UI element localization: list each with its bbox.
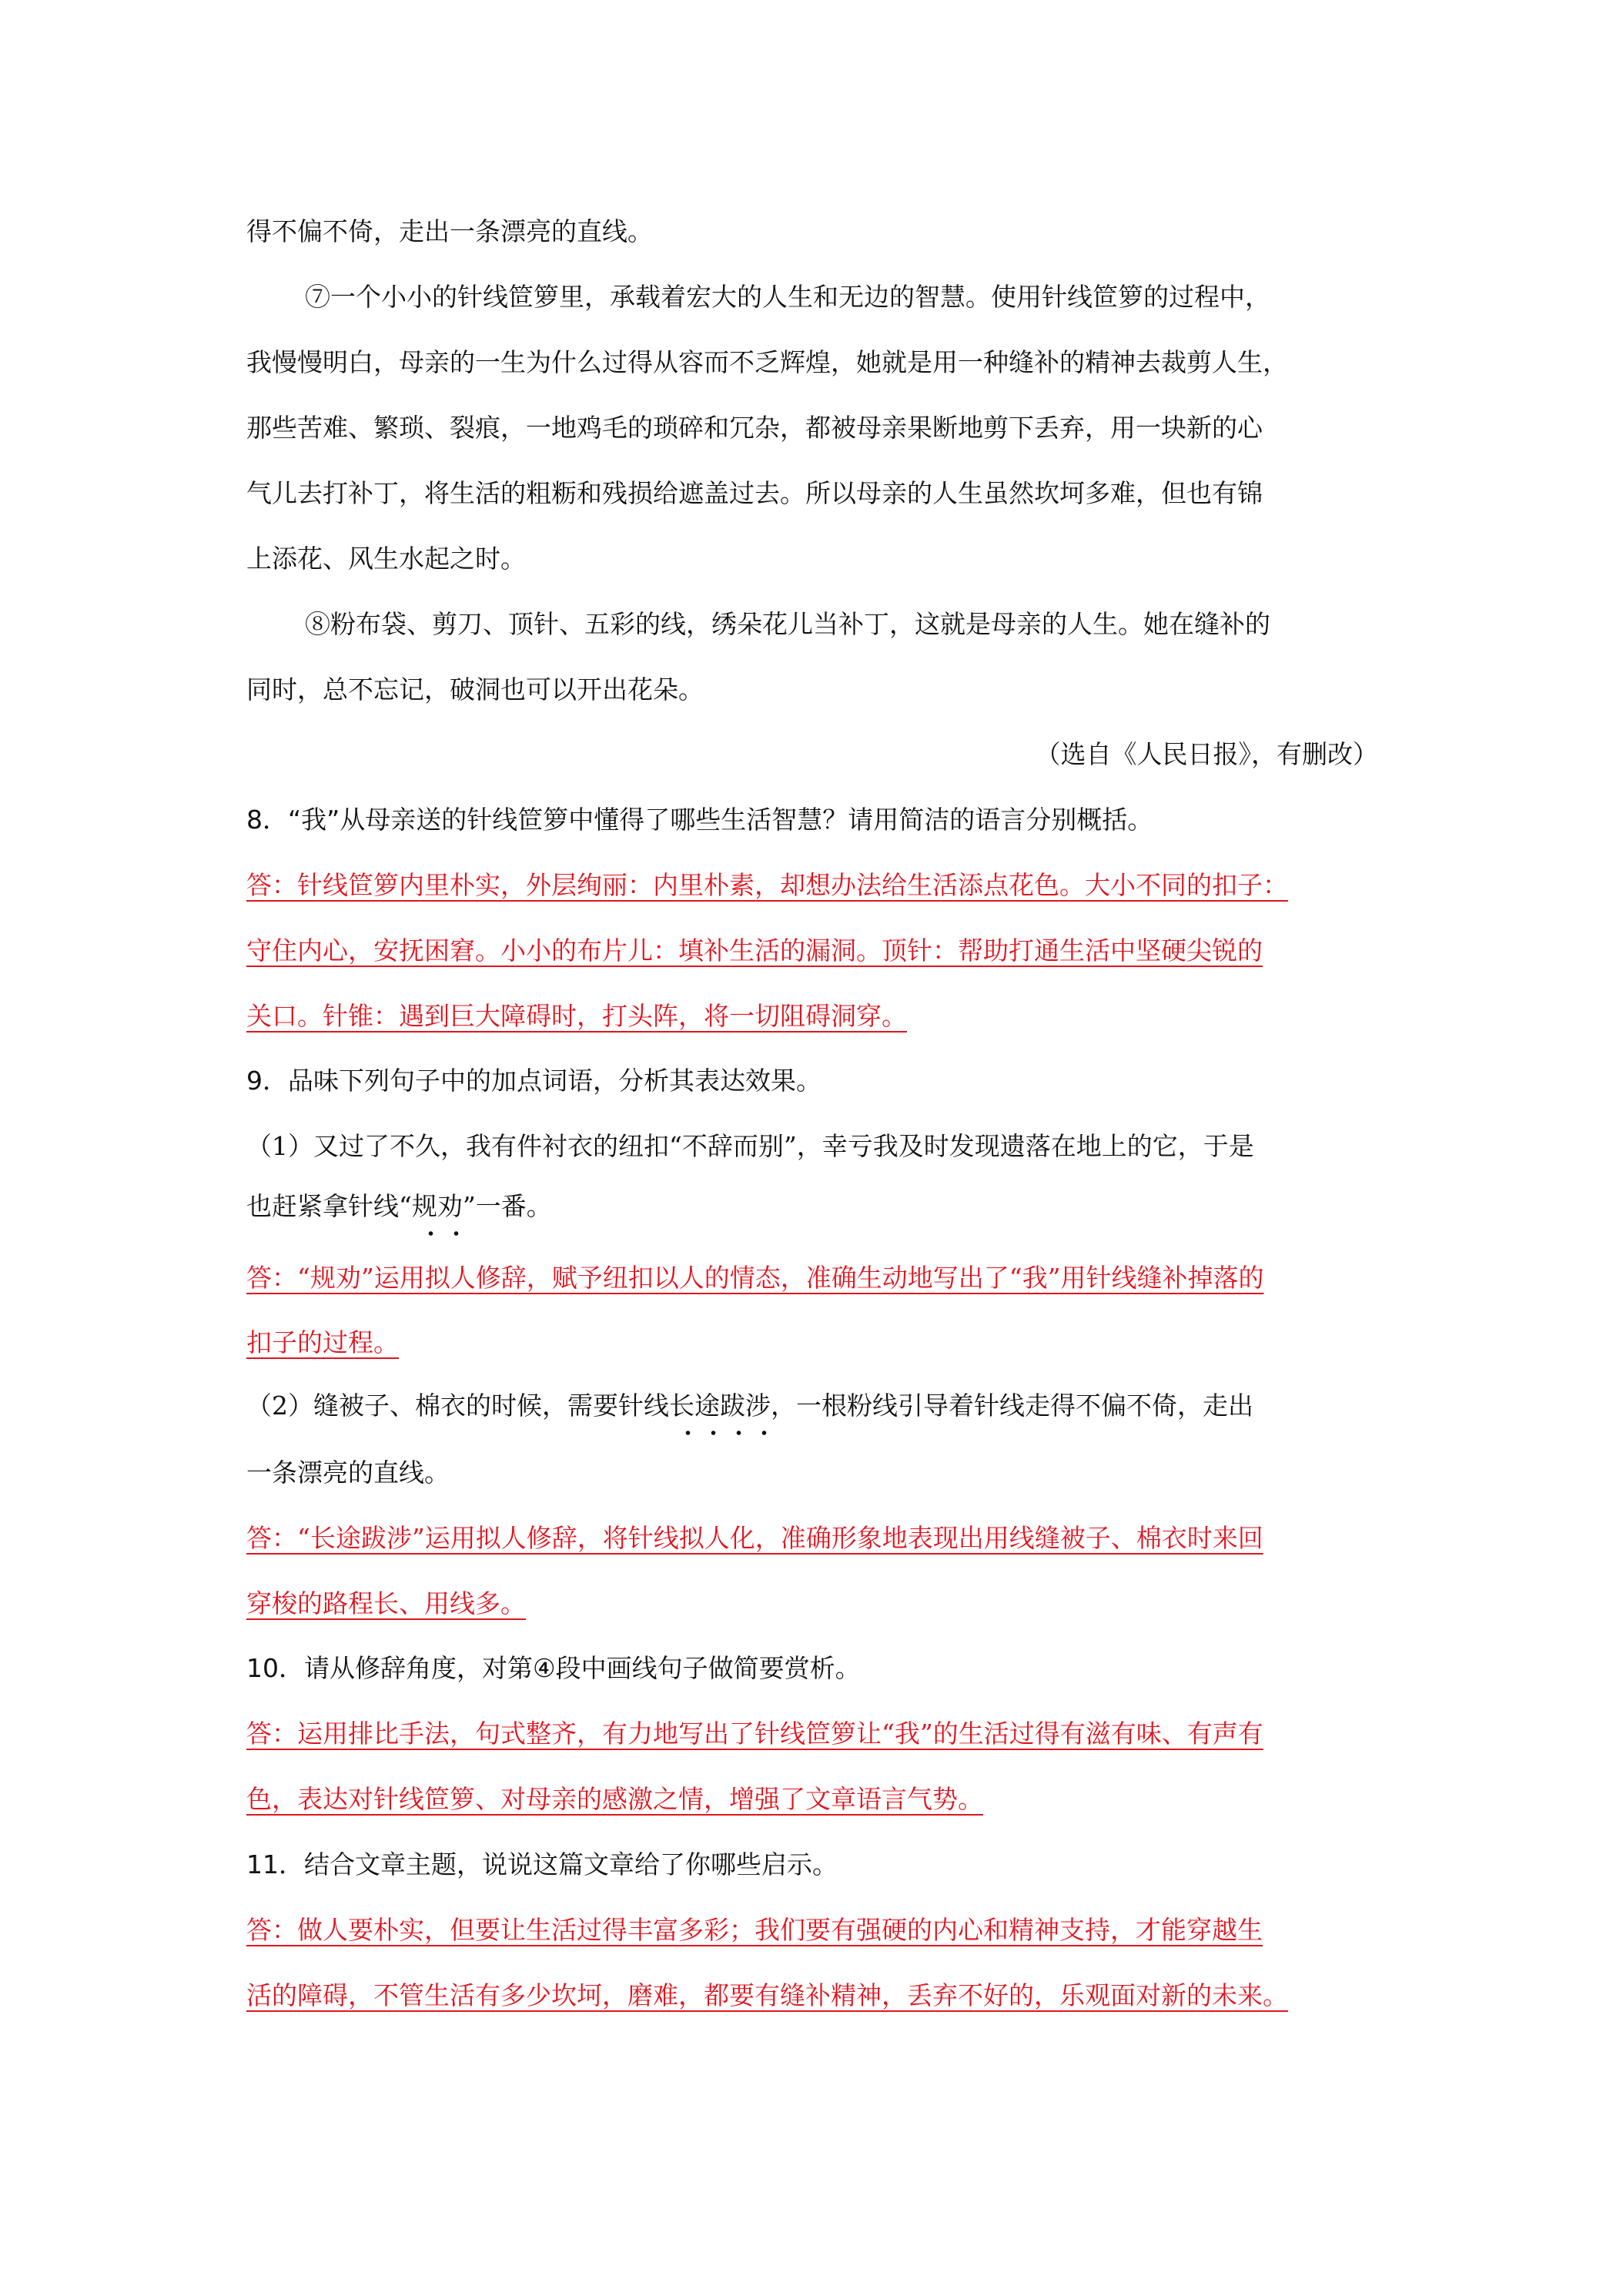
answer-10-line-2: 色，表达对针线笸箩、对母亲的感激之情，增强了文章语言气势。 — [246, 1784, 983, 1814]
question-9: 9．品味下列句子中的加点词语，分析其表达效果。 — [246, 1066, 822, 1096]
question-9-1-line-1: （1）又过了不久，我有件衬衣的纽扣“不辞而别”，幸亏我及时发现遗落在地上的它，于是 — [246, 1131, 1254, 1161]
passage-p7-line-3: 那些苦难、繁琐、裂痕，一地鸡毛的琐碎和冗杂，都被母亲果断地剪下丢弃，用一块新的心 — [246, 413, 1263, 443]
answer-9-2-line-2: 穿梭的路程长、用线多。 — [246, 1588, 526, 1618]
answer-9-1-line-2: 扣子的过程。 — [246, 1327, 399, 1357]
dotted-word-guiquan: 规劝 — [412, 1188, 463, 1225]
answer-11-line-1: 答：做人要朴实，但要让生活过得丰富多彩；我们要有强硬的内心和精神支持，才能穿越生 — [246, 1915, 1263, 1945]
question-9-2-line-1: （2）缝被子、棉衣的时候，需要针线长途跋涉，一根粉线引导着针线走得不偏不倚，走出 — [246, 1387, 1253, 1424]
passage-source: （选自《人民日报》，有删改） — [1035, 739, 1378, 769]
passage-p7-line-1: ⑦一个小小的针线笸箩里，承载着宏大的人生和无边的智慧。使用针线笸箩的过程中， — [305, 282, 1270, 312]
answer-8-line-1: 答：针线笸箩内里朴实，外层绚丽：内里朴素，却想办法给生活添点花色。大小不同的扣子： — [246, 870, 1288, 900]
question-9-2-line-2: 一条漂亮的直线。 — [246, 1458, 450, 1488]
question-11: 11．结合文章主题，说说这篇文章给了你哪些启示。 — [246, 1849, 838, 1879]
passage-p7-line-5: 上添花、风生水起之时。 — [246, 544, 526, 574]
question-9-1-line-2: 也赶紧拿针线“规劝”一番。 — [246, 1188, 552, 1225]
answer-9-2-line-1: 答：“长途跋涉”运用拟人修辞，将针线拟人化，准确形象地表现出用线缝被子、棉衣时来回 — [246, 1523, 1263, 1553]
passage-p8-line-1: ⑧粉布袋、剪刀、顶针、五彩的线，绣朵花儿当补丁，这就是母亲的人生。她在缝补的 — [305, 609, 1270, 639]
question-10: 10．请从修辞角度，对第④段中画线句子做简要赏析。 — [246, 1653, 861, 1683]
dotted-word-changtubashe: 长途跋涉 — [669, 1387, 771, 1424]
passage-p7-line-4: 气儿去打补丁，将生活的粗粝和残损给遮盖过去。所以母亲的人生虽然坎坷多难，但也有锦 — [246, 478, 1263, 508]
passage-p7-line-2: 我慢慢明白，母亲的一生为什么过得从容而不乏辉煌，她就是用一种缝补的精神去裁剪人生， — [246, 347, 1288, 377]
answer-10-line-1: 答：运用排比手法，句式整齐，有力地写出了针线笸箩让“我”的生活过得有滋有味、有声有 — [246, 1719, 1263, 1749]
answer-11-line-2: 活的障碍，不管生活有多少坎坷，磨难，都要有缝补精神，丢弃不好的，乐观面对新的未来。 — [246, 1980, 1288, 2010]
passage-p8-line-2: 同时，总不忘记，破洞也可以开出花朵。 — [246, 674, 704, 705]
answer-9-1-line-1: 答：“规劝”运用拟人修辞，赋予纽扣以人的情态，准确生动地写出了“我”用针线缝补掉落的 — [246, 1263, 1264, 1293]
passage-p6-tail: 得不偏不倚，走出一条漂亮的直线。 — [246, 216, 653, 246]
answer-8-line-3: 关口。针锥：遇到巨大障碍时，打头阵，将一切阻碍洞穿。 — [246, 1001, 907, 1031]
question-8: 8．“我”从母亲送的针线笸箩中懂得了哪些生活智慧？请用简洁的语言分别概括。 — [246, 805, 1153, 835]
answer-8-line-2: 守住内心，安抚困窘。小小的布片儿：填补生活的漏洞。顶针：帮助打通生活中坚硬尖锐的 — [246, 935, 1263, 966]
